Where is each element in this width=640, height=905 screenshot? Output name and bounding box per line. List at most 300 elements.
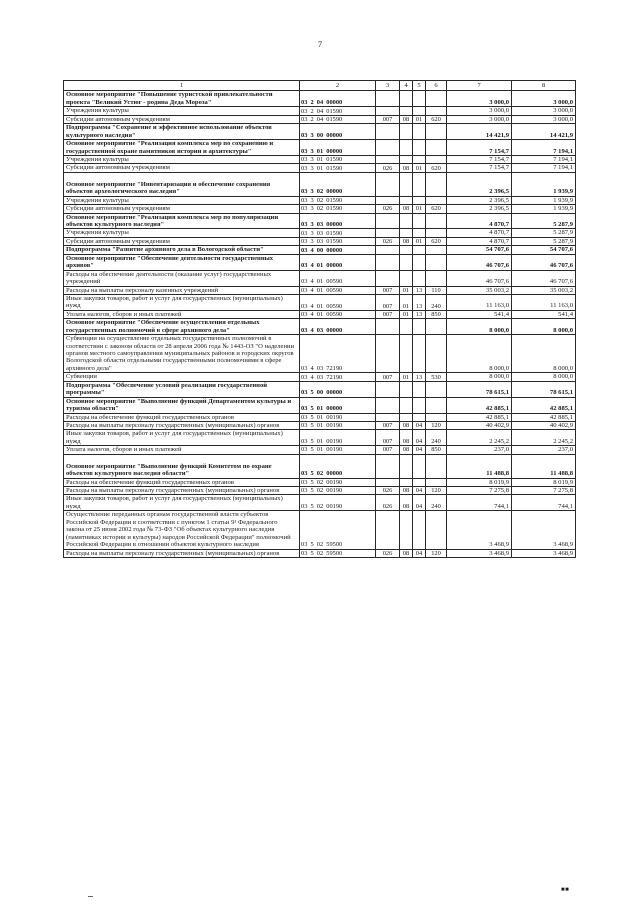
section-code-cell: 08 xyxy=(400,446,413,454)
amount-year2-cell: 8 000,0 xyxy=(512,373,576,381)
amount-year1-cell: 3 468,9 xyxy=(447,549,512,557)
expense-type-cell: 620 xyxy=(426,237,447,245)
amount-year2-cell: 8 000,0 xyxy=(512,319,576,335)
ministry-code-cell xyxy=(376,246,400,254)
amount-year1-cell: 3 468,9 xyxy=(447,511,512,549)
row-name-cell: Основное мероприятие "Реализация комплекса мер по популяризации объектов культурного наследия" xyxy=(64,213,300,229)
ministry-code-cell xyxy=(376,511,400,549)
amount-year2-cell: 7 194,1 xyxy=(512,155,576,163)
target-article-cell: 03 5 00 00000 xyxy=(300,381,376,397)
subsection-code-cell: 01 xyxy=(413,115,426,123)
expense-type-cell xyxy=(426,155,447,163)
row-name-cell: Основное мероприятие "Выполнение функций Департаментом культуры и туризма области" xyxy=(64,397,300,413)
target-article-cell: 03 4 01 00000 xyxy=(300,254,376,270)
expense-type-cell xyxy=(426,124,447,140)
section-code-cell xyxy=(400,319,413,335)
amount-year1-cell: 40 402,9 xyxy=(447,421,512,429)
row-name-cell: Учреждения культуры xyxy=(64,196,300,204)
ministry-code-cell xyxy=(376,319,400,335)
amount-year1-cell: 541,4 xyxy=(447,310,512,318)
ministry-code-cell: 007 xyxy=(376,421,400,429)
target-article-cell: 03 5 02 00190 xyxy=(300,478,376,486)
ministry-code-cell xyxy=(376,91,400,107)
target-article-cell: 03 3 02 01590 xyxy=(300,205,376,213)
amount-year1-cell: 4 870,7 xyxy=(447,229,512,237)
table-row xyxy=(64,495,576,511)
table-row xyxy=(64,454,576,478)
section-code-cell: 01 xyxy=(400,286,413,294)
amount-year2-cell: 46 707,6 xyxy=(512,254,576,270)
amount-year2-cell: 8 019,9 xyxy=(512,478,576,486)
expense-type-cell xyxy=(426,246,447,254)
amount-year1-cell: 4 870,7 xyxy=(447,213,512,229)
subsection-code-cell: 04 xyxy=(413,430,426,446)
row-name-cell: Основное мероприятие "Выполнение функций Комитетом по охране объектов культурного наследия области" xyxy=(64,454,300,478)
section-code-cell xyxy=(400,381,413,397)
row-name-cell: Уплата налогов, сборов и иных платежей xyxy=(64,310,300,318)
amount-year1-cell: 7 154,7 xyxy=(447,155,512,163)
section-code-cell xyxy=(400,254,413,270)
section-code-cell: 08 xyxy=(400,237,413,245)
section-code-cell xyxy=(400,413,413,421)
expense-type-cell: 530 xyxy=(426,373,447,381)
amount-year1-cell: 2 396,5 xyxy=(447,205,512,213)
table-row xyxy=(64,237,576,245)
amount-year1-cell: 11 163,0 xyxy=(447,294,512,310)
subsection-code-cell xyxy=(413,91,426,107)
section-code-cell: 01 xyxy=(400,310,413,318)
row-name-cell: Подпрограмма "Обеспечение условий реализации государственной программы" xyxy=(64,381,300,397)
row-name-cell: Основное мероприятие "Реализация комплекса мер по сохранению и государственной охране памятников истории и архитектуры" xyxy=(64,140,300,156)
target-article-cell: 03 3 00 00000 xyxy=(300,124,376,140)
ministry-code-cell: 026 xyxy=(376,487,400,495)
row-name-cell: Расходы на обеспечение функций государственных органов xyxy=(64,478,300,486)
target-article-cell: 03 5 02 59500 xyxy=(300,549,376,557)
ministry-code-cell: 026 xyxy=(376,237,400,245)
subsection-code-cell xyxy=(413,454,426,478)
target-article-cell: 03 3 01 00000 xyxy=(300,140,376,156)
amount-year2-cell: 5 287,9 xyxy=(512,229,576,237)
amount-year2-cell: 3 000,0 xyxy=(512,91,576,107)
amount-year2-cell: 1 939,9 xyxy=(512,172,576,196)
target-article-cell: 03 5 02 59500 xyxy=(300,511,376,549)
table-row xyxy=(64,124,576,140)
subsection-code-cell: 04 xyxy=(413,495,426,511)
target-article-cell: 03 5 01 00190 xyxy=(300,413,376,421)
page-number: 7 xyxy=(318,40,322,49)
section-code-cell xyxy=(400,196,413,204)
row-name-cell: Расходы на обеспечение функций государственных органов xyxy=(64,413,300,421)
amount-year1-cell: 2 396,5 xyxy=(447,196,512,204)
amount-year2-cell: 3 468,9 xyxy=(512,549,576,557)
expense-type-cell: 120 xyxy=(426,421,447,429)
section-code-cell xyxy=(400,229,413,237)
subsection-code-cell xyxy=(413,213,426,229)
amount-year1-cell: 2 396,5 xyxy=(447,172,512,196)
ministry-code-cell xyxy=(376,397,400,413)
scan-mark xyxy=(88,896,93,897)
expense-type-cell xyxy=(426,381,447,397)
amount-year1-cell: 8 000,0 xyxy=(447,335,512,373)
target-article-cell: 03 3 02 00000 xyxy=(300,172,376,196)
target-article-cell: 03 4 03 00000 xyxy=(300,319,376,335)
row-name-cell: Основное мероприятие "Инвентаризация и обеспечение сохранения объектов археологического наследия" xyxy=(64,172,300,196)
target-article-cell: 03 4 03 72190 xyxy=(300,335,376,373)
row-name-cell: Субвенции xyxy=(64,373,300,381)
row-name-cell: Подпрограмма "Сохранение и эффективное использование объектов культурного наследия" xyxy=(64,124,300,140)
section-code-cell: 08 xyxy=(400,164,413,172)
subsection-code-cell xyxy=(413,319,426,335)
section-code-cell: 01 xyxy=(400,373,413,381)
subsection-code-cell xyxy=(413,478,426,486)
expense-type-cell: 620 xyxy=(426,164,447,172)
row-name-cell: Иные закупки товаров, работ и услуг для государственных (муниципальных) нужд xyxy=(64,294,300,310)
amount-year2-cell: 46 707,6 xyxy=(512,270,576,286)
table-row xyxy=(64,397,576,413)
expense-type-cell: 620 xyxy=(426,205,447,213)
amount-year1-cell: 42 885,1 xyxy=(447,397,512,413)
row-name-cell: Основное мероприятие "Повышение туристской привлекательности проекта "Великий Устюг - родина Деда Мороза" xyxy=(64,91,300,107)
expense-type-cell xyxy=(426,254,447,270)
target-article-cell: 03 5 01 00000 xyxy=(300,397,376,413)
subsection-code-cell xyxy=(413,140,426,156)
target-article-cell: 03 3 01 01590 xyxy=(300,164,376,172)
target-article-cell: 03 5 02 00190 xyxy=(300,487,376,495)
amount-year1-cell: 46 707,6 xyxy=(447,254,512,270)
row-name-cell: Основное мероприятие "Обеспечение деятельности государственных архивов" xyxy=(64,254,300,270)
subsection-code-cell: 13 xyxy=(413,286,426,294)
ministry-code-cell: 026 xyxy=(376,549,400,557)
subsection-code-cell xyxy=(413,397,426,413)
target-article-cell: 03 4 01 00590 xyxy=(300,310,376,318)
table-row xyxy=(64,430,576,446)
ministry-code-cell xyxy=(376,196,400,204)
header-cell: 8 xyxy=(512,81,576,91)
section-code-cell: 08 xyxy=(400,205,413,213)
expense-type-cell xyxy=(426,91,447,107)
ministry-code-cell xyxy=(376,107,400,115)
amount-year2-cell: 541,4 xyxy=(512,310,576,318)
amount-year2-cell: 2 245,2 xyxy=(512,430,576,446)
subsection-code-cell: 01 xyxy=(413,205,426,213)
target-article-cell: 03 3 03 01590 xyxy=(300,237,376,245)
target-article-cell: 03 4 00 00000 xyxy=(300,246,376,254)
table-row xyxy=(64,205,576,213)
amount-year2-cell: 744,1 xyxy=(512,495,576,511)
row-name-cell: Субсидии автономным учреждениям xyxy=(64,115,300,123)
ministry-code-cell xyxy=(376,478,400,486)
table-row xyxy=(64,115,576,123)
expense-type-cell xyxy=(426,319,447,335)
amount-year1-cell: 35 003,2 xyxy=(447,286,512,294)
header-row xyxy=(64,81,576,91)
table-row xyxy=(64,270,576,286)
header-cell: 4 xyxy=(400,81,413,91)
expense-type-cell xyxy=(426,172,447,196)
amount-year1-cell: 14 421,9 xyxy=(447,124,512,140)
target-article-cell: 03 5 02 00000 xyxy=(300,454,376,478)
row-name-cell: Расходы на обеспечение деятельности (оказание услуг) государственных учреждений xyxy=(64,270,300,286)
amount-year2-cell: 11 488,8 xyxy=(512,454,576,478)
amount-year2-cell: 40 402,9 xyxy=(512,421,576,429)
table-row xyxy=(64,196,576,204)
table-row xyxy=(64,381,576,397)
section-code-cell xyxy=(400,397,413,413)
target-article-cell: 03 2 04 00000 xyxy=(300,91,376,107)
table-row xyxy=(64,446,576,454)
subsection-code-cell xyxy=(413,270,426,286)
section-code-cell xyxy=(400,511,413,549)
target-article-cell: 03 2 04 01590 xyxy=(300,115,376,123)
amount-year2-cell: 42 885,1 xyxy=(512,413,576,421)
target-article-cell: 03 4 01 00590 xyxy=(300,294,376,310)
amount-year1-cell: 744,1 xyxy=(447,495,512,511)
section-code-cell xyxy=(400,478,413,486)
target-article-cell: 03 3 02 01590 xyxy=(300,196,376,204)
amount-year2-cell: 1 939,9 xyxy=(512,196,576,204)
table-row xyxy=(64,286,576,294)
expense-type-cell xyxy=(426,196,447,204)
amount-year2-cell: 3 468,9 xyxy=(512,511,576,549)
target-article-cell: 03 4 03 72190 xyxy=(300,373,376,381)
expense-type-cell xyxy=(426,454,447,478)
corner-mark: ■■ xyxy=(561,887,570,893)
amount-year2-cell: 54 707,6 xyxy=(512,246,576,254)
subsection-code-cell xyxy=(413,196,426,204)
ministry-code-cell xyxy=(376,413,400,421)
table-row xyxy=(64,487,576,495)
amount-year1-cell: 54 707,6 xyxy=(447,246,512,254)
row-name-cell: Основное мероприятие "Обеспечение осуществления отдельных государственных полномочий в сфере архивного дела" xyxy=(64,319,300,335)
subsection-code-cell xyxy=(413,381,426,397)
subsection-code-cell xyxy=(413,229,426,237)
amount-year2-cell: 42 885,1 xyxy=(512,397,576,413)
expense-type-cell xyxy=(426,270,447,286)
row-name-cell: Расходы на выплаты персоналу государственных (муниципальных) органов xyxy=(64,421,300,429)
table-row xyxy=(64,413,576,421)
subsection-code-cell xyxy=(413,246,426,254)
expense-type-cell: 620 xyxy=(426,115,447,123)
target-article-cell: 03 5 02 00190 xyxy=(300,495,376,511)
expense-type-cell: 240 xyxy=(426,294,447,310)
header-cell: 2 xyxy=(300,81,376,91)
target-article-cell: 03 5 01 00190 xyxy=(300,446,376,454)
target-article-cell: 03 4 01 00590 xyxy=(300,270,376,286)
amount-year2-cell: 14 421,9 xyxy=(512,124,576,140)
section-code-cell: 01 xyxy=(400,294,413,310)
ministry-code-cell: 026 xyxy=(376,205,400,213)
amount-year1-cell: 78 615,1 xyxy=(447,381,512,397)
subsection-code-cell xyxy=(413,511,426,549)
table-row xyxy=(64,107,576,115)
section-code-cell: 08 xyxy=(400,115,413,123)
table-row xyxy=(64,319,576,335)
expense-type-cell xyxy=(426,213,447,229)
expense-type-cell xyxy=(426,140,447,156)
table-row xyxy=(64,91,576,107)
amount-year2-cell: 78 615,1 xyxy=(512,381,576,397)
section-code-cell: 08 xyxy=(400,430,413,446)
subsection-code-cell: 04 xyxy=(413,421,426,429)
ministry-code-cell: 007 xyxy=(376,286,400,294)
row-name-cell: Субсидии автономным учреждениям xyxy=(64,237,300,245)
row-name-cell: Учреждения культуры xyxy=(64,229,300,237)
section-code-cell: 08 xyxy=(400,487,413,495)
amount-year2-cell: 8 000,0 xyxy=(512,335,576,373)
subsection-code-cell xyxy=(413,172,426,196)
table-row xyxy=(64,549,576,557)
target-article-cell: 03 3 03 01590 xyxy=(300,229,376,237)
table-row xyxy=(64,155,576,163)
table-row xyxy=(64,229,576,237)
expense-type-cell: 110 xyxy=(426,286,447,294)
amount-year1-cell: 8 000,0 xyxy=(447,373,512,381)
expense-type-cell: 120 xyxy=(426,487,447,495)
subsection-code-cell xyxy=(413,254,426,270)
ministry-code-cell xyxy=(376,254,400,270)
subsection-code-cell: 01 xyxy=(413,237,426,245)
header-cell: 3 xyxy=(376,81,400,91)
amount-year1-cell: 3 000,0 xyxy=(447,107,512,115)
amount-year2-cell: 3 000,0 xyxy=(512,115,576,123)
amount-year2-cell: 5 287,9 xyxy=(512,237,576,245)
ministry-code-cell xyxy=(376,213,400,229)
subsection-code-cell xyxy=(413,335,426,373)
section-code-cell xyxy=(400,91,413,107)
target-article-cell: 03 3 01 01590 xyxy=(300,155,376,163)
header-cell: 6 xyxy=(426,81,447,91)
row-name-cell: Подпрограмма "Развитие архивного дела в Вологодской области" xyxy=(64,246,300,254)
row-name-cell: Учреждения культуры xyxy=(64,155,300,163)
ministry-code-cell xyxy=(376,155,400,163)
ministry-code-cell xyxy=(376,381,400,397)
ministry-code-cell: 007 xyxy=(376,373,400,381)
table-row xyxy=(64,172,576,196)
amount-year2-cell: 7 194,1 xyxy=(512,140,576,156)
target-article-cell: 03 5 01 00190 xyxy=(300,421,376,429)
table-row xyxy=(64,140,576,156)
section-code-cell xyxy=(400,454,413,478)
expense-type-cell xyxy=(426,107,447,115)
ministry-code-cell: 007 xyxy=(376,310,400,318)
header-cell: 7 xyxy=(447,81,512,91)
section-code-cell xyxy=(400,213,413,229)
subsection-code-cell: 13 xyxy=(413,294,426,310)
row-name-cell: Субвенции на осуществление отдельных государственных полномочий в соответствии с законом области от 28 апреля 2006 года № 1443-ОЗ "О наделении органов местного самоуправления муниципальных районов и городских округов Вологодской области отдельными государственными полномочиями в сфере архивного дела" xyxy=(64,335,300,373)
row-name-cell: Расходы на выплаты персоналу государственных (муниципальных) органов xyxy=(64,549,300,557)
amount-year1-cell: 46 707,6 xyxy=(447,270,512,286)
expense-type-cell: 120 xyxy=(426,549,447,557)
table-row xyxy=(64,213,576,229)
row-name-cell: Субсидии автономным учреждениям xyxy=(64,205,300,213)
row-name-cell: Расходы на выплаты персоналу казенных учреждений xyxy=(64,286,300,294)
amount-year2-cell: 237,0 xyxy=(512,446,576,454)
table-row xyxy=(64,310,576,318)
amount-year2-cell: 5 287,9 xyxy=(512,213,576,229)
expense-type-cell xyxy=(426,413,447,421)
amount-year1-cell: 8 019,9 xyxy=(447,478,512,486)
subsection-code-cell xyxy=(413,124,426,140)
subsection-code-cell: 04 xyxy=(413,446,426,454)
row-name-cell: Иные закупки товаров, работ и услуг для государственных (муниципальных) нужд xyxy=(64,495,300,511)
amount-year2-cell: 35 003,2 xyxy=(512,286,576,294)
section-code-cell xyxy=(400,107,413,115)
amount-year2-cell: 1 939,9 xyxy=(512,205,576,213)
section-code-cell: 08 xyxy=(400,549,413,557)
expense-type-cell xyxy=(426,511,447,549)
ministry-code-cell xyxy=(376,270,400,286)
section-code-cell: 08 xyxy=(400,421,413,429)
ministry-code-cell: 007 xyxy=(376,446,400,454)
section-code-cell xyxy=(400,124,413,140)
ministry-code-cell: 007 xyxy=(376,430,400,446)
table-row xyxy=(64,335,576,373)
section-code-cell: 08 xyxy=(400,495,413,511)
table-row xyxy=(64,478,576,486)
table-row xyxy=(64,421,576,429)
expense-type-cell: 240 xyxy=(426,495,447,511)
section-code-cell xyxy=(400,140,413,156)
ministry-code-cell xyxy=(376,229,400,237)
subsection-code-cell xyxy=(413,155,426,163)
ministry-code-cell: 026 xyxy=(376,495,400,511)
table-row xyxy=(64,373,576,381)
target-article-cell: 03 4 01 00590 xyxy=(300,286,376,294)
subsection-code-cell xyxy=(413,107,426,115)
section-code-cell xyxy=(400,270,413,286)
ministry-code-cell xyxy=(376,454,400,478)
row-name-cell: Осуществление переданных органам государственной власти субъектов Российской Федерации в соответствии с пунктом 1 статьи 9¹ Федерального закона от 25 июня 2002 года № 73-ФЗ "Об объектах культурного наследия (памятниках истории и культуры) народов Российской Федерации" полномочий Российской Федерации в отношении объектов культурного наследия xyxy=(64,511,300,549)
expense-type-cell xyxy=(426,335,447,373)
target-article-cell: 03 5 01 00190 xyxy=(300,430,376,446)
subsection-code-cell: 13 xyxy=(413,373,426,381)
target-article-cell: 03 3 03 00000 xyxy=(300,213,376,229)
amount-year1-cell: 3 000,0 xyxy=(447,115,512,123)
ministry-code-cell xyxy=(376,335,400,373)
row-name-cell: Учреждения культуры xyxy=(64,107,300,115)
ministry-code-cell: 007 xyxy=(376,115,400,123)
ministry-code-cell: 026 xyxy=(376,164,400,172)
section-code-cell xyxy=(400,246,413,254)
section-code-cell xyxy=(400,155,413,163)
amount-year2-cell: 7 275,8 xyxy=(512,487,576,495)
subsection-code-cell: 13 xyxy=(413,310,426,318)
amount-year1-cell: 7 154,7 xyxy=(447,140,512,156)
amount-year1-cell: 7 275,8 xyxy=(447,487,512,495)
section-code-cell xyxy=(400,335,413,373)
subsection-code-cell xyxy=(413,413,426,421)
subsection-code-cell: 04 xyxy=(413,487,426,495)
table-row xyxy=(64,246,576,254)
ministry-code-cell xyxy=(376,124,400,140)
table-body xyxy=(64,91,576,558)
amount-year2-cell: 3 000,0 xyxy=(512,107,576,115)
row-name-cell: Расходы на выплаты персоналу государственных (муниципальных) органов xyxy=(64,487,300,495)
amount-year1-cell: 7 154,7 xyxy=(447,164,512,172)
table-row xyxy=(64,294,576,310)
expense-type-cell: 850 xyxy=(426,310,447,318)
amount-year1-cell: 237,0 xyxy=(447,446,512,454)
amount-year1-cell: 3 000,0 xyxy=(447,91,512,107)
table-row xyxy=(64,511,576,549)
expense-type-cell: 240 xyxy=(426,430,447,446)
ministry-code-cell xyxy=(376,172,400,196)
subsection-code-cell: 01 xyxy=(413,164,426,172)
amount-year2-cell: 11 163,0 xyxy=(512,294,576,310)
amount-year1-cell: 42 885,1 xyxy=(447,413,512,421)
amount-year2-cell: 7 194,1 xyxy=(512,164,576,172)
section-code-cell xyxy=(400,172,413,196)
